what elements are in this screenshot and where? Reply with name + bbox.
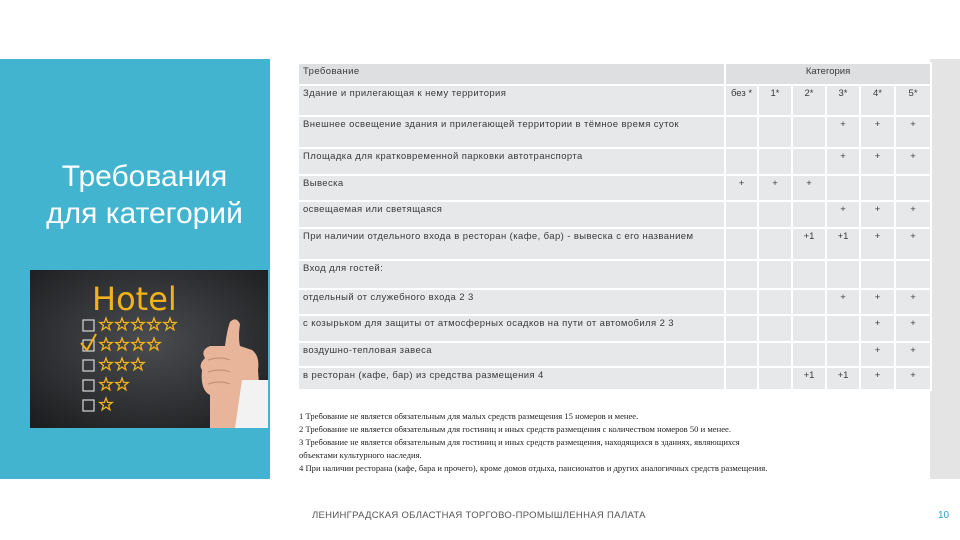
category-cell <box>725 201 758 228</box>
category-cell <box>758 201 792 228</box>
category-cell <box>895 260 931 289</box>
category-cell <box>758 260 792 289</box>
category-cell <box>792 289 826 315</box>
requirement-cell: в ресторан (кафе, бар) из средства размещения 4 <box>298 367 725 390</box>
category-cell: 4* <box>860 85 895 116</box>
footnote-line: 3 Требование не является обязательным для гостиниц и иных средств размещения, находящихся в зданиях, являющихся <box>299 437 740 447</box>
category-cell: + <box>895 116 931 148</box>
category-cell: + <box>860 289 895 315</box>
category-cell: +1 <box>826 228 860 260</box>
category-cell: + <box>895 315 931 342</box>
category-cell <box>725 116 758 148</box>
category-cell <box>758 148 792 175</box>
category-cell: + <box>758 175 792 201</box>
requirement-cell: Вход для гостей: <box>298 260 725 289</box>
category-cell: + <box>895 148 931 175</box>
category-cell <box>895 175 931 201</box>
table-row <box>298 201 931 228</box>
category-cell: 1* <box>758 85 792 116</box>
category-cell <box>860 175 895 201</box>
category-cell: + <box>826 116 860 148</box>
table-row <box>298 228 931 260</box>
footnote-line: 2 Требование не является обязательным для гостиниц и иных средств размещения с количеством номеров 50 и менее. <box>299 424 731 434</box>
header-category: Категория <box>725 63 931 85</box>
category-cell: + <box>895 342 931 367</box>
category-cell: 2* <box>792 85 826 116</box>
category-cell: + <box>792 175 826 201</box>
category-cell <box>725 315 758 342</box>
hotel-sign-text: Hotel <box>92 280 177 318</box>
requirement-cell: Внешнее освещение здания и прилегающей территории в тёмное время суток <box>298 116 725 148</box>
slide-title-line-1: Требования <box>61 160 228 193</box>
requirement-cell: Площадка для кратковременной парковки автотранспорта <box>298 148 725 175</box>
category-cell <box>792 116 826 148</box>
footnotes <box>299 410 919 475</box>
category-cell: + <box>826 201 860 228</box>
category-cell: + <box>860 148 895 175</box>
category-cell: 5* <box>895 85 931 116</box>
category-cell <box>826 175 860 201</box>
category-cell <box>725 367 758 390</box>
category-cell: + <box>895 289 931 315</box>
category-cell <box>860 260 895 289</box>
footer-org-name: ЛЕНИНГРАДСКАЯ ОБЛАСТНАЯ ТОРГОВО-ПРОМЫШЛЕННАЯ ПАЛАТА <box>312 510 646 521</box>
category-cell: + <box>860 228 895 260</box>
page-number: 10 <box>938 510 950 521</box>
category-cell: + <box>826 289 860 315</box>
category-cell <box>725 228 758 260</box>
table-row <box>298 148 931 175</box>
footnote-line: объектами культурного наследия. <box>299 450 422 460</box>
category-cell: без * <box>725 85 758 116</box>
category-cell: + <box>895 228 931 260</box>
category-cell <box>792 148 826 175</box>
category-cell: + <box>860 116 895 148</box>
category-cell: + <box>860 315 895 342</box>
category-cell <box>725 148 758 175</box>
category-cell <box>758 315 792 342</box>
table-header-row <box>298 63 931 85</box>
footnote-line: 1 Требование не является обязательным для малых средств размещения 15 номеров и менее. <box>299 411 639 421</box>
category-cell <box>792 201 826 228</box>
category-cell <box>758 367 792 390</box>
category-cell: +1 <box>792 367 826 390</box>
category-cell <box>725 289 758 315</box>
category-cell <box>792 260 826 289</box>
category-cell <box>826 342 860 367</box>
category-cell: + <box>860 367 895 390</box>
category-cell: +1 <box>826 367 860 390</box>
requirement-cell: Здание и прилегающая к нему территория <box>298 85 725 116</box>
slide-title-line-2: для категорий <box>46 197 243 230</box>
header-requirement: Требование <box>298 63 725 85</box>
table-row <box>298 342 931 367</box>
requirement-cell: При наличии отдельного входа в ресторан (кафе, бар) - вывеска с его названием <box>298 228 725 260</box>
category-cell <box>758 342 792 367</box>
footnote-line: 4 При наличии ресторана (кафе, бара и прочего), кроме домов отдыха, пансионатов и других аналогичных средств размещения. <box>299 463 768 473</box>
requirement-cell: с козырьком для защиты от атмосферных осадков на пути от автомобиля 2 3 <box>298 315 725 342</box>
category-cell <box>826 260 860 289</box>
table-row <box>298 260 931 289</box>
category-cell: + <box>895 201 931 228</box>
category-cell <box>792 342 826 367</box>
category-cell: 3* <box>826 85 860 116</box>
category-cell: + <box>725 175 758 201</box>
table-row <box>298 85 931 116</box>
hotel-rating-illustration <box>30 270 268 428</box>
requirement-cell: отдельный от служебного входа 2 3 <box>298 289 725 315</box>
category-cell: + <box>826 148 860 175</box>
requirement-cell: Вывеска <box>298 175 725 201</box>
table-row <box>298 367 931 390</box>
right-grey-strip <box>930 59 960 479</box>
table-row <box>298 289 931 315</box>
hotel-rating-photo <box>30 270 268 428</box>
requirements-table <box>297 62 932 391</box>
requirement-cell: освещаемая или светящаяся <box>298 201 725 228</box>
table-row <box>298 315 931 342</box>
category-cell <box>725 342 758 367</box>
requirement-cell: воздушно-тепловая завеса <box>298 342 725 367</box>
category-cell <box>758 116 792 148</box>
category-cell <box>758 289 792 315</box>
slide-title <box>22 158 267 232</box>
category-cell <box>826 315 860 342</box>
table-row <box>298 175 931 201</box>
category-cell: +1 <box>792 228 826 260</box>
category-cell <box>758 228 792 260</box>
category-cell: + <box>860 201 895 228</box>
category-cell: + <box>860 342 895 367</box>
category-cell <box>725 260 758 289</box>
table-row <box>298 116 931 148</box>
category-cell: + <box>895 367 931 390</box>
category-cell <box>792 315 826 342</box>
